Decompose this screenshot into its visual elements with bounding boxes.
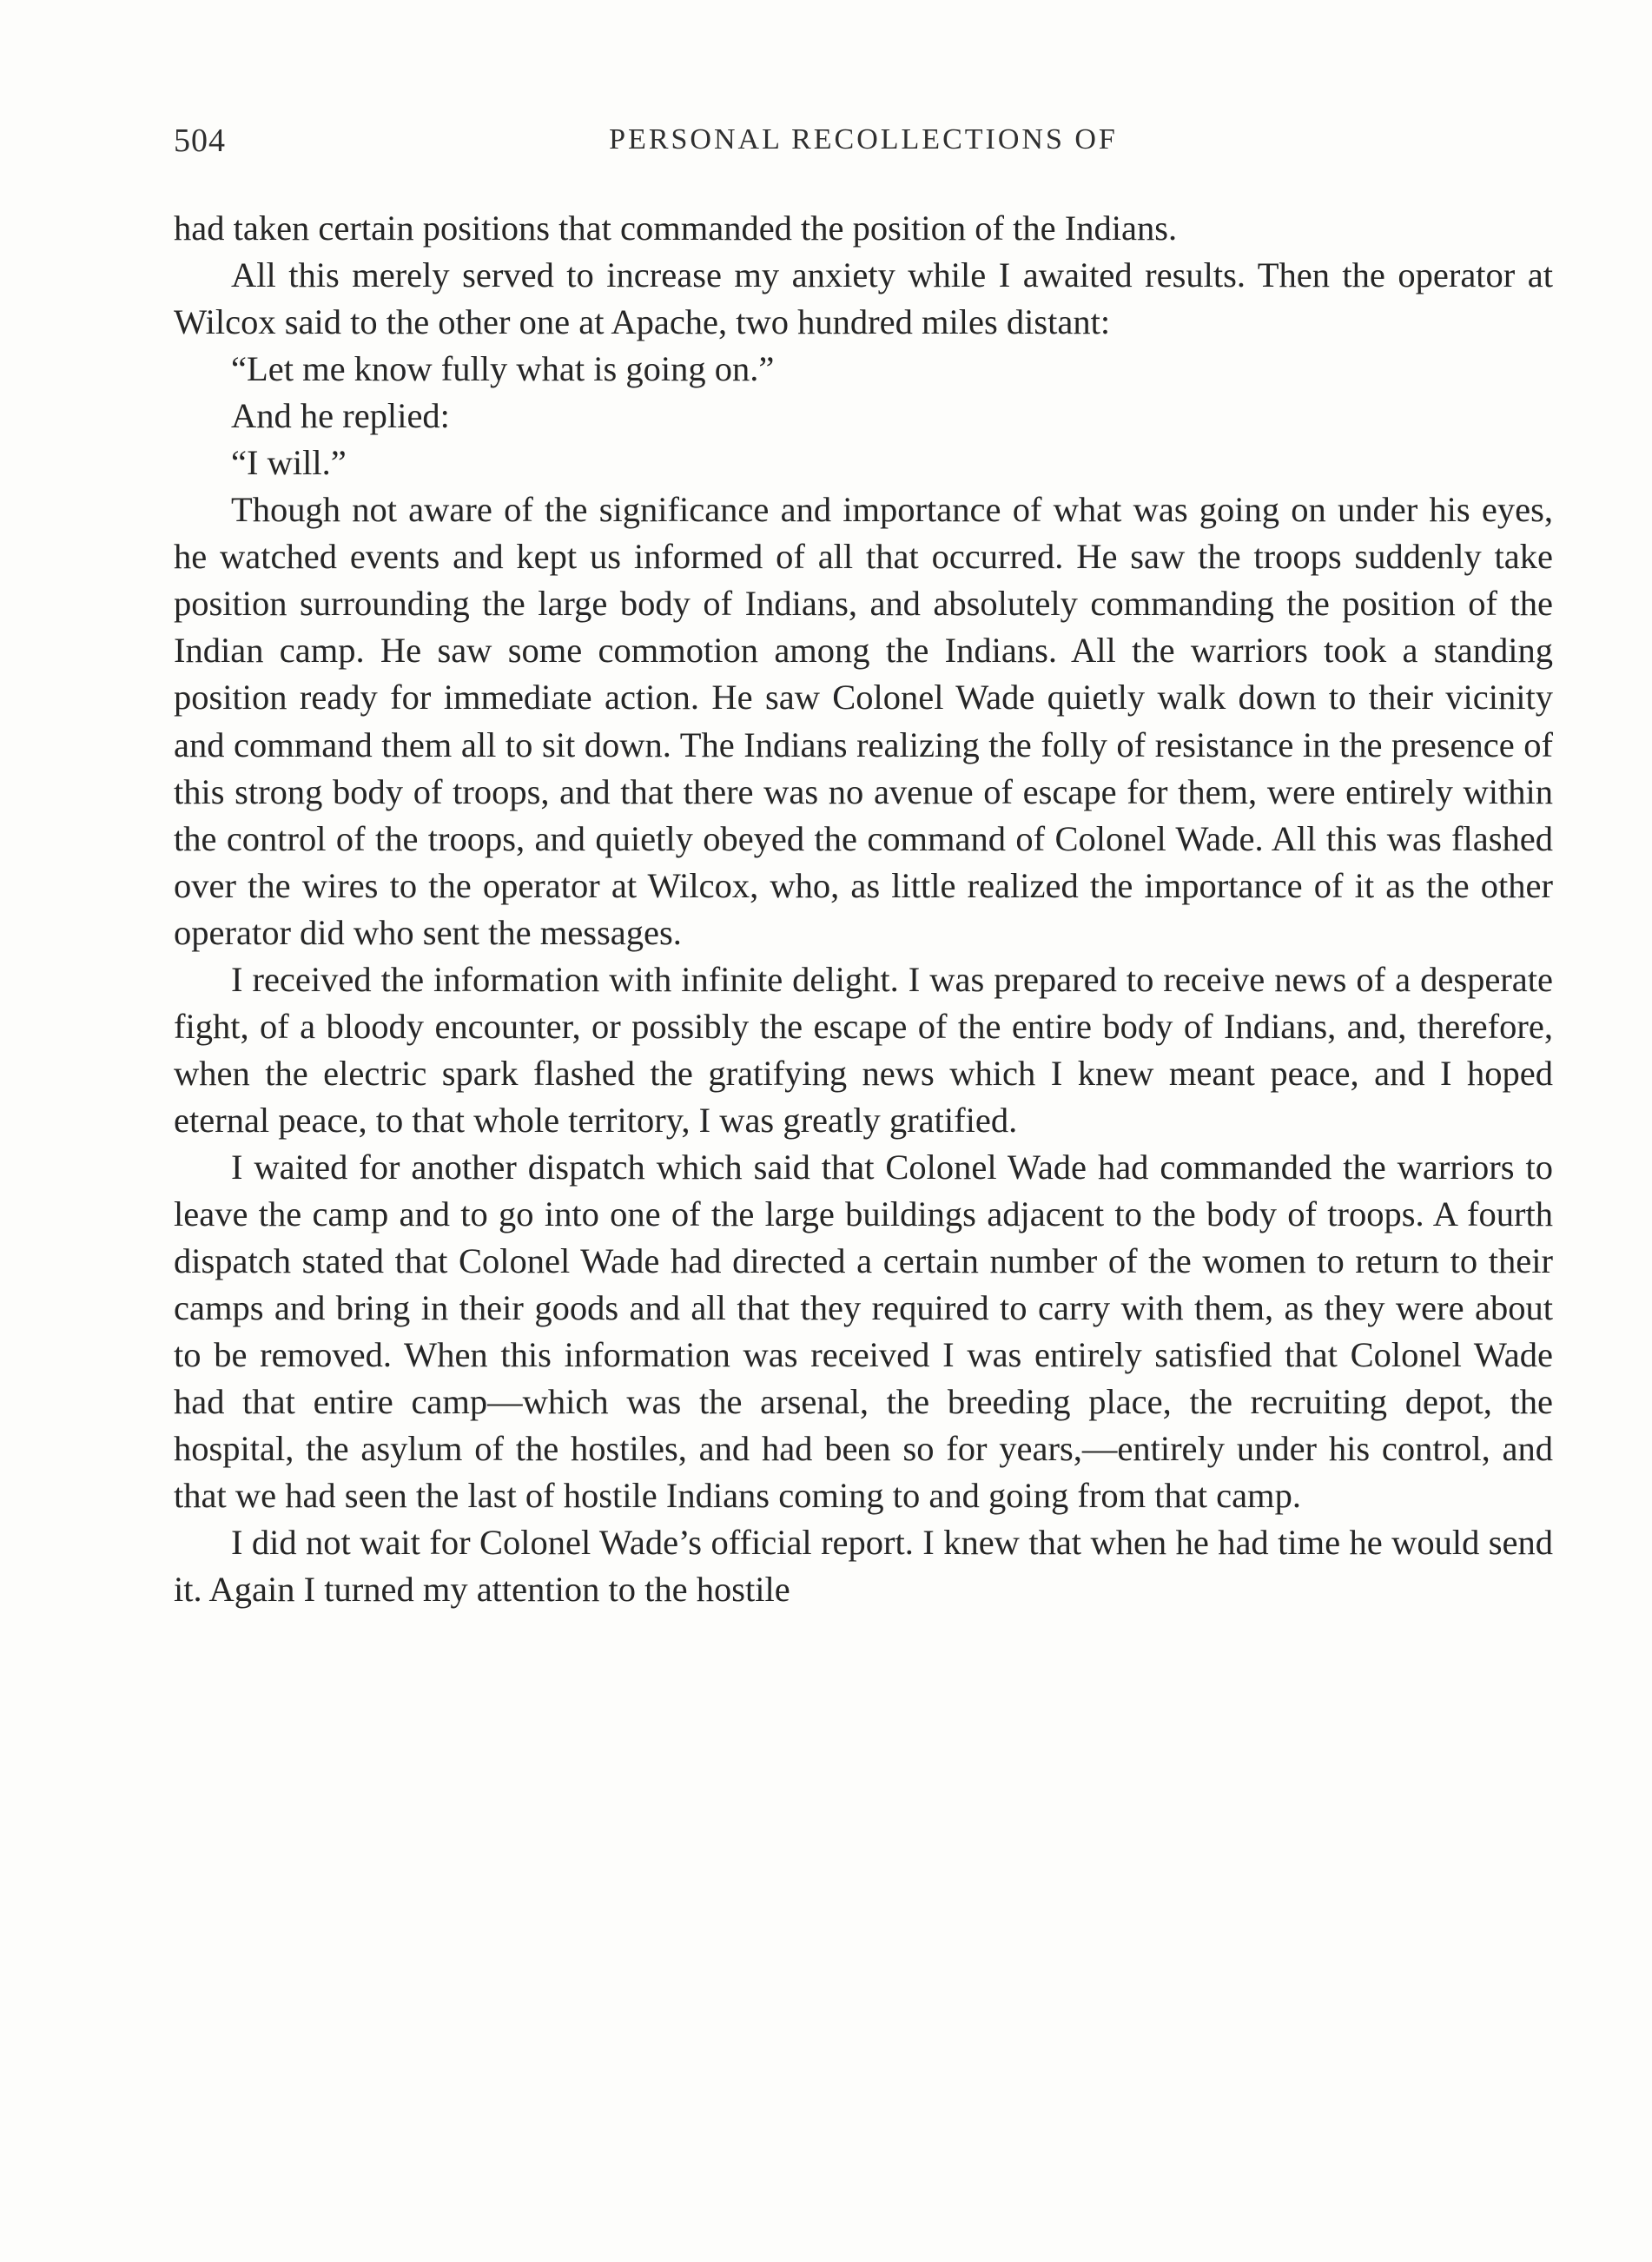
paragraph-quote: “Let me know fully what is going on.” — [231, 349, 775, 389]
body-text — [174, 205, 1553, 1613]
paragraph-continued: had taken certain positions that commanded the position of the Indians. — [174, 208, 1178, 248]
paragraph: Though not aware of the significance and importance of what was going on under his eyes, he watched events and kept us informed of all that occurred. He saw the troops suddenly take position surrounding the large body of Indians, and absolutely commanding the position of the Indian camp. He saw some commotion among the Indians. All the warriors took a standing position ready for immediate action. He saw Colonel Wade quietly walk down to their vicinity and command them all to sit down. The Indians realizing the folly of resistance in the presence of this strong body of troops, and that there was no avenue of escape for them, were entirely within the control of the troops, and quietly obeyed the command of Colonel Wade. All this was flashed over the wires to the operator at Wilcox, who, as little realized the importance of it as the other operator did who sent the messages. — [174, 490, 1553, 952]
paragraph: I did not wait for Colonel Wade’s official report. I knew that when he had time he would send it. Again I turned my attention to the hostile — [174, 1523, 1553, 1610]
running-head: PERSONAL RECOLLECTIONS OF — [609, 123, 1118, 155]
page-number: 504 — [174, 122, 226, 159]
page-header — [174, 115, 1553, 167]
paragraph: I waited for another dispatch which said that Colonel Wade had commanded the warriors to leave the camp and to go into one of the large buildings adjacent to the body of troops. A fourth dispatch stated that Colonel Wade had directed a certain number of the women to return to their camps and bring in their goods and all that they required to carry with them, as they were about to be removed. When this information was received I was entirely satisfied that Colonel Wade had that entire camp—which was the arsenal, the breeding place, the recruiting depot, the hospital, the asylum of the hostiles, and had been so for years,—entirely under his control, and that we had seen the last of hostile Indians coming to and going from that camp. — [174, 1147, 1553, 1516]
paragraph: I received the information with infinite delight. I was prepared to receive news of a desperate fight, of a bloody encounter, or possibly the escape of the entire body of Indians, and, therefore, when the electric spark flashed the gratifying news which I knew meant peace, and I hoped eternal peace, to that whole territory, I was greatly gratified. — [174, 959, 1553, 1140]
paragraph-quote: “I will.” — [231, 443, 347, 483]
paragraph: And he replied: — [231, 396, 450, 436]
paragraph: All this merely served to increase my anxiety while I awaited results. Then the operator at Wilcox said to the other one at Apache, two hundred miles distant: — [174, 255, 1553, 342]
